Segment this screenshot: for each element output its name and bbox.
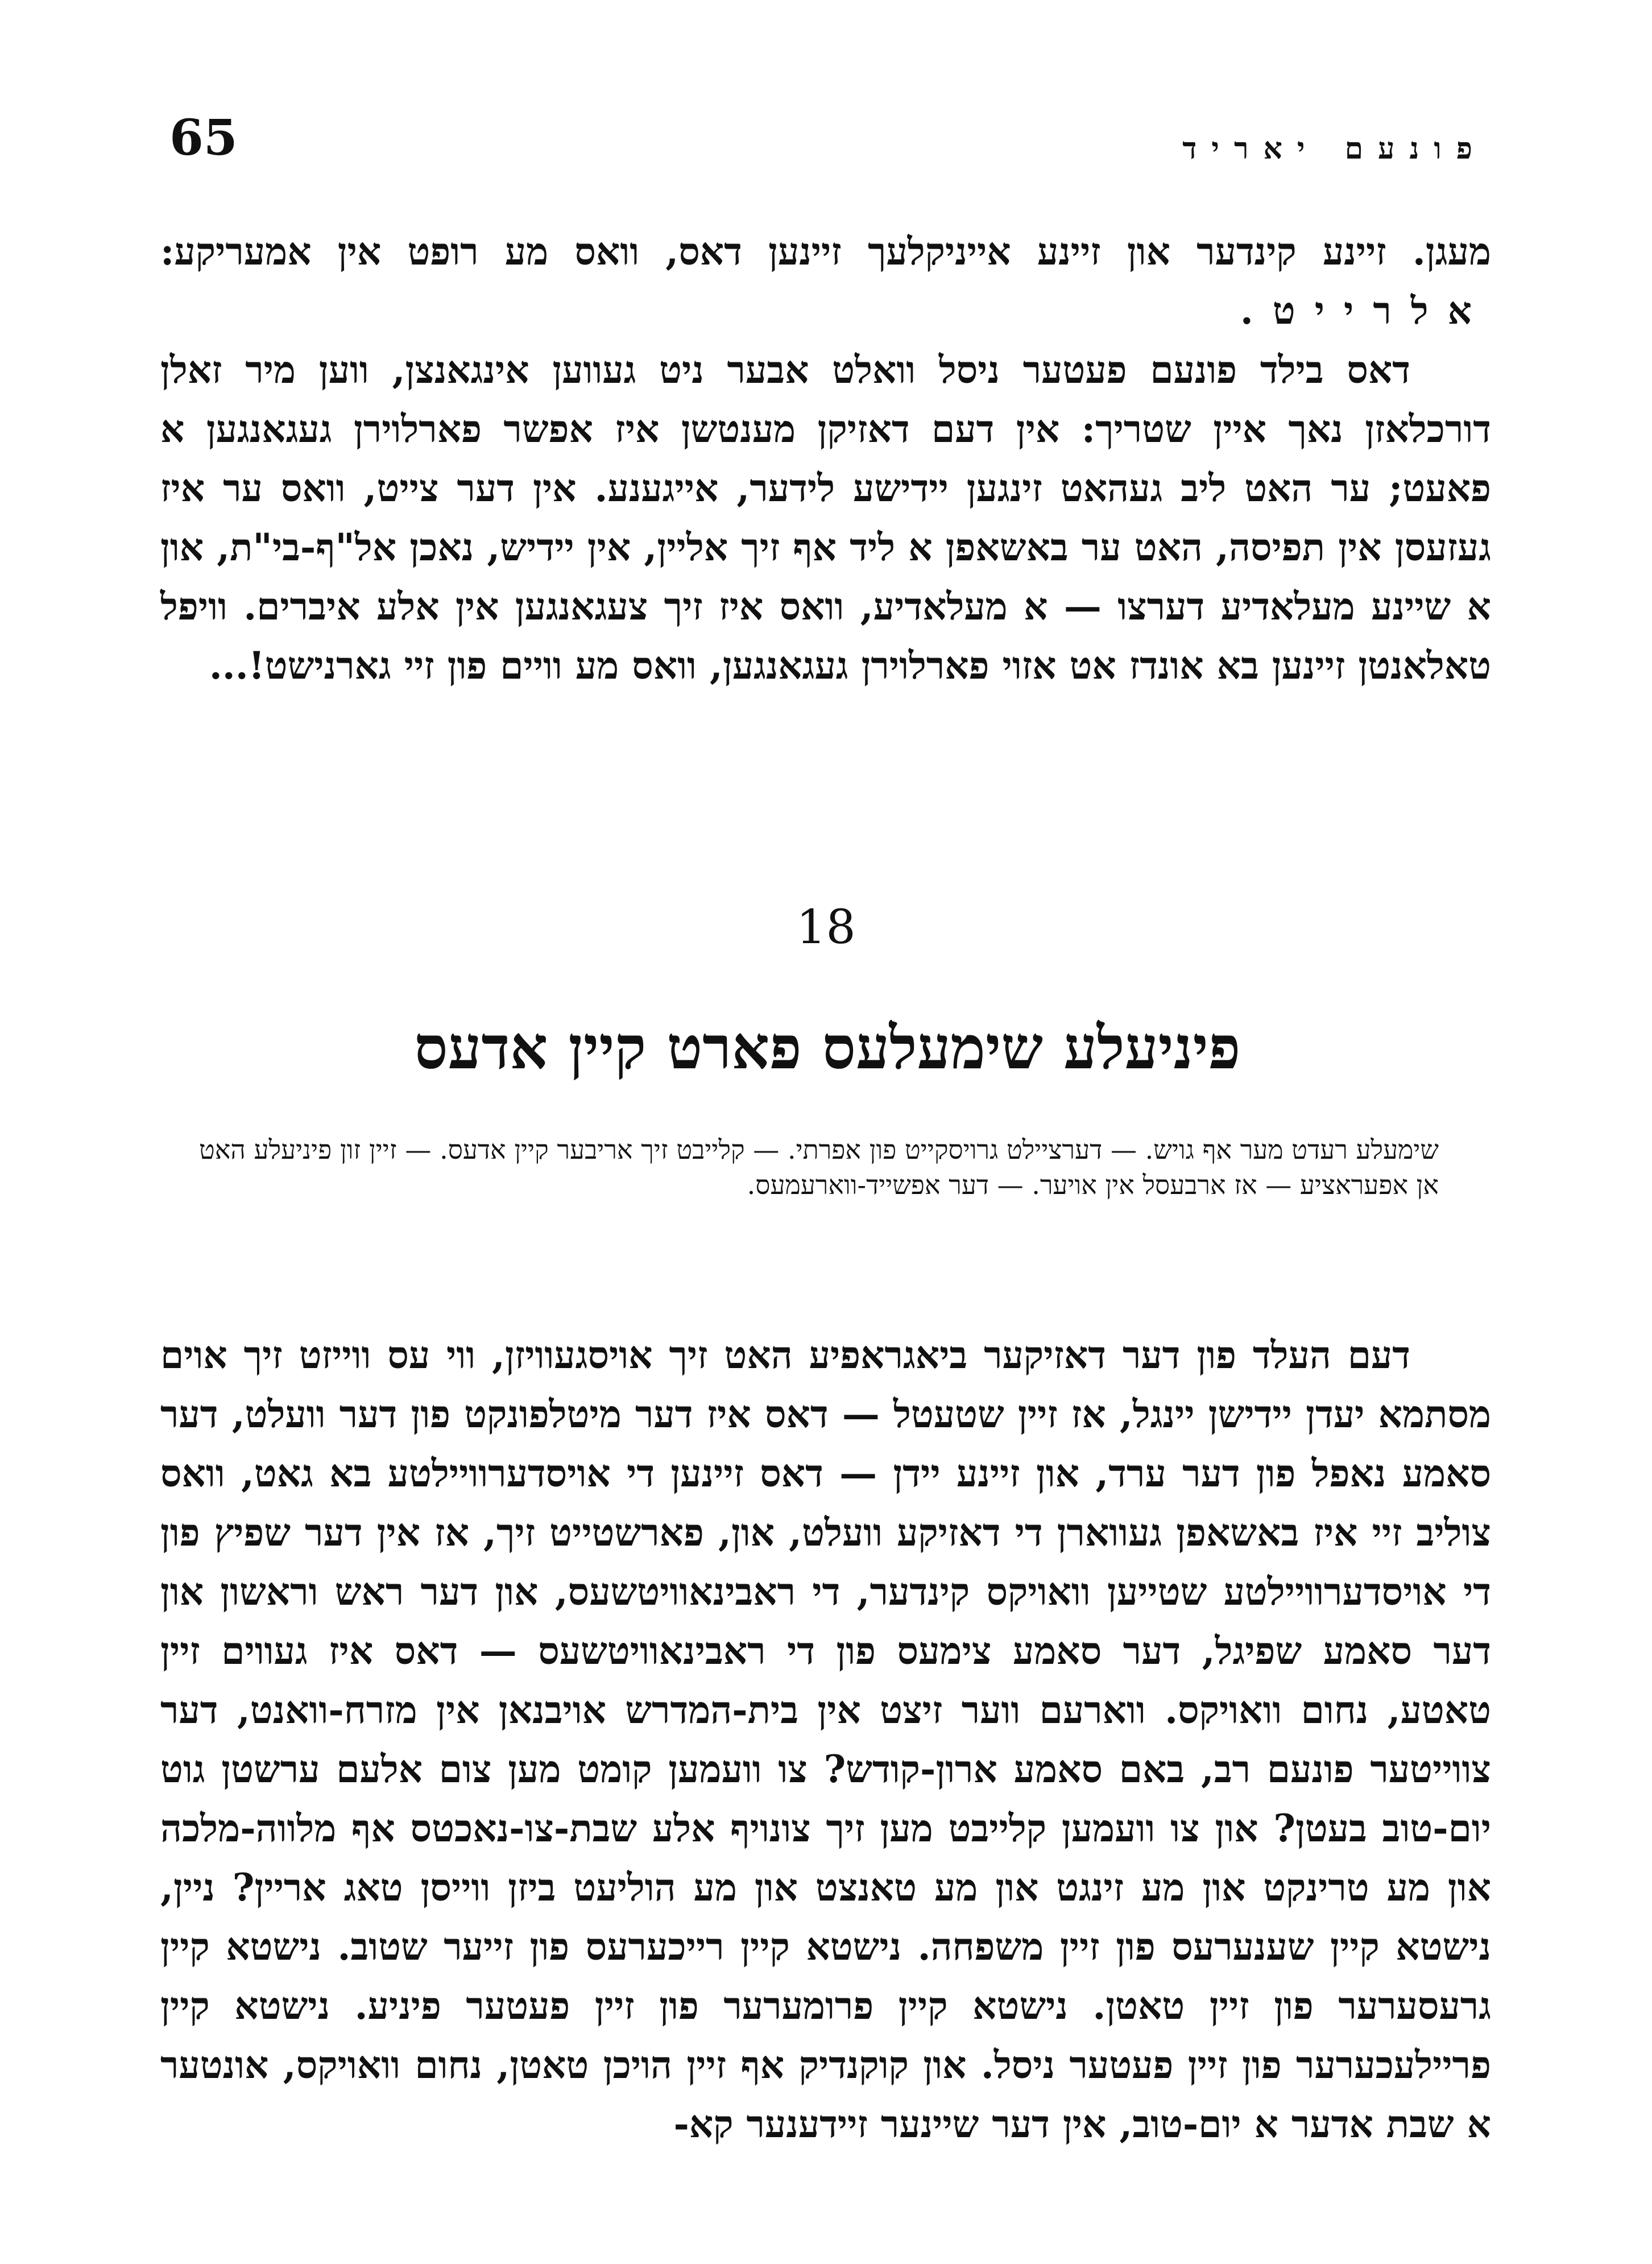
- running-title: פונעם יאריד: [1182, 131, 1487, 166]
- chapter-number: 18: [796, 900, 856, 955]
- paragraph-text: מעגן. זיינע קינדער און זיינע אייניקלעך זיינען דאס, וואס מע רופט אין אמעריקע:: [160, 229, 1491, 274]
- paragraph: דעם העלד פון דער דאזיקער ביאגראפיע האט זיך אויסגעוויזן, ווי עס ווייזט זיך אוים מסתמא יעדן יידישן יינגל, אז זיין שטעטל — דאס איז דער מיטלפונקט פון דער וועלט, דער סאמע נאפל פון דער ערד, און זיינע יידן — דאס זיינען די אויסדערוויילטע בא גאט, וואס צוליב זיי איז באשאפן געווארן די דאזיקע וועלט, און, פארשטייט זיך, אז אין דער שפיץ פון די אויסדערוויילטע שטייען וואויקס קינדער, די ראבינאוויטשעס, און דער ראש וראשון און דער סאמע שפיגל, דער סאמע צימעס פון די ראבינאוויטשעס — דאס איז געווים זיין טאטע, נחום וואויקס. ווארעם ווער זיצט אין בית-המדרש אויבנאן אין מזרח-וואנט, דער צווייטער פונעם רב, באם סאמע ארון-קודש? צו וועמען קומט מען צום אלעם ערשטן גוט יום-טוב בעטן? און צו וועמען קלייבט מען זיך צונויף אלע שבת-צו-נאכטס אף מלווה-מלכה און מע טרינקט און מע זינגט און מע טאנצט און מע הוליעט ביזן ווייסן טאג אריין? ניין, נישטא קיין שענערעס פון זיין משפחה. נישטא קיין רייכערעס פון זייער שטוב. נישטא קיין גרעסערער פון זיין טאטן. נישטא קיין פרומערער פון זיין פעטער פיניע. נישטא קיין פריילעכערער פון זיין פעטער ניסל. און קוקנדיק אף זיין הויכן טאטן, נחום וואויקס, אונטער א שבת אדער א יום-טוב, אין דער שיינער זיידענער קא-: [160, 1333, 1491, 2146]
- paragraph: [160, 222, 1491, 340]
- chapter-summary: [199, 1132, 1439, 1203]
- top-text-section: [160, 222, 1491, 695]
- page-number: 65: [169, 109, 238, 167]
- bottom-text-section: [160, 1325, 1491, 2154]
- paragraph: דאס בילד פונעם פעטער ניסל וואלט אבער ניט געווען אינגאנצן, ווען מיר זאלן דורכלאזן נאך איין שטריך: אין דעם דאזיקן מענטשן איז אפשר פארלוירן געגאנגען א פאעט; ער האט ליב געהאט זינגען יידישע לידער, אייגענע. אין דער צייט, וואס ער איז געזעסן אין תפיסה, האט ער באשאפן א ליד אף זיך אליין, אין יידיש, נאכן אל"ף-בי"ת, און א שיינע מעלאדיע דערצו — א מעלאדיע, וואס איז זיך צעגאנגען אין אלע איברים. וויפל טאלאנטן זיינען בא אונדז אט אזוי פארלוירן געגאנגען, וואס מע וויים פון זיי גארנישט!...: [160, 348, 1492, 688]
- spaced-word: אלרייט.: [1240, 288, 1491, 333]
- chapter-title: פיניעלע שימעלעס פארט קיין אדעס: [414, 1013, 1241, 1083]
- summary-text: שימעלע רעדט מער אף גויש. — דערציילט גרויסקייט פון אפרתי. — קלייבט זיך אריבער קיין אדעס. — זיין זון פיניעלע האט אן אפעראציע — אז ארבעסל אין אויער. — דער אפשייד-ווארעמעס.: [199, 1134, 1439, 1200]
